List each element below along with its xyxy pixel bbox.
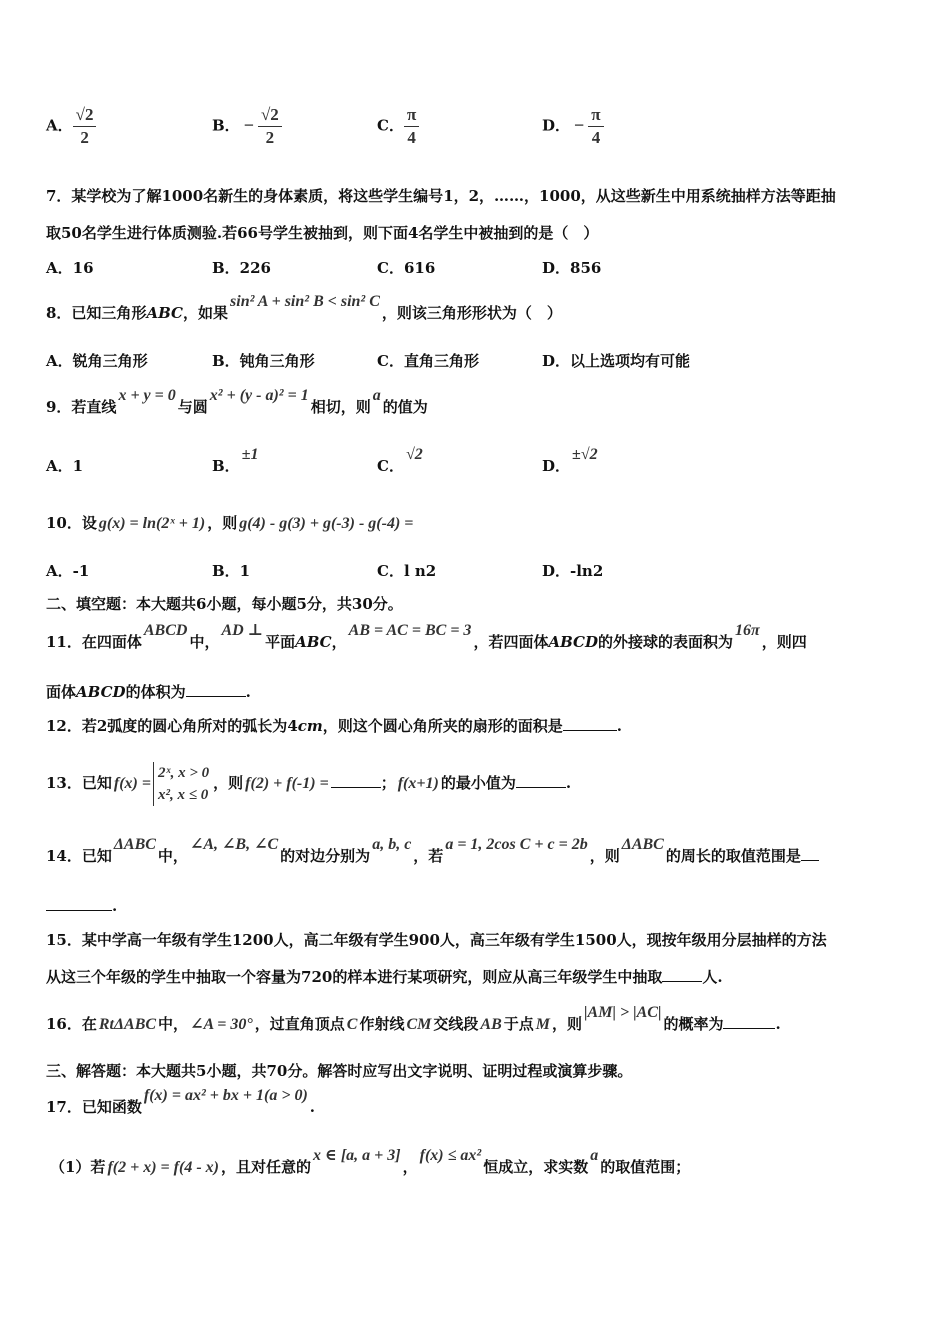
q8-condition-math: sin² A + sin² B < sin² C [230, 293, 380, 310]
q14-stem-line-2: . [46, 895, 117, 917]
q10-option-b: B．1 [212, 562, 251, 580]
q10-expression: g(4) - g(3) + g(-3) - g(-4) = [239, 515, 414, 532]
q13-stem: 13．已知 f(x) = 2ˣ, x > 0 x², x ≤ 0 ，则 f(2) + f(-1) = ； f(x+1) 的最小值为 . [46, 762, 571, 806]
q6-option-c: C． $\frac{\pi}{4}$ [377, 104, 419, 149]
q8-stem: 8．已知三角形ABC，如果sin² A + sin² B < sin² C，则该三角形形状为（ ） [46, 293, 562, 322]
q9-option-b: B．±1 [212, 446, 259, 475]
section-3-title: 三、解答题：本大题共5小题，共70分。解答时应写出文字说明、证明过程或演算步骤。 [46, 1062, 633, 1080]
q9-option-d: D．±√2 [542, 446, 598, 475]
q6-a-fraction: $\frac{√2}{2}$ [73, 104, 97, 149]
q13-answer-blank-2[interactable] [516, 773, 566, 788]
q9-circle-equation: x² + (y - a)² = 1 [209, 387, 309, 404]
q17-function: f(x) = ax² + bx + 1(a > 0) [143, 1087, 308, 1104]
q15-answer-blank[interactable] [662, 967, 702, 982]
q8-option-d: D．以上选项均有可能 [542, 352, 691, 370]
q13-answer-blank-1[interactable] [331, 773, 381, 788]
q8-option-a: A．锐角三角形 [46, 352, 148, 370]
q7-option-d: D．856 [542, 259, 602, 277]
q7-option-c: C．616 [377, 259, 436, 277]
q11-stem-line-1: 11．在四面体ABCD中，AD ⊥平面ABC，AB = AC = BC = 3，若四面体ABCD的外接球的表面积为16π，则四 [46, 622, 807, 651]
q6-option-a: A． $\frac{√2}{2}$ [46, 104, 96, 149]
q8-option-b: B．钝角三角形 [212, 352, 315, 370]
q9-option-a: A．1 [46, 457, 84, 475]
q6-b-fraction: $\frac{√2}{2}$ [258, 104, 282, 149]
q12-answer-blank[interactable] [563, 716, 617, 731]
q9-option-c: C．√2 [377, 446, 423, 475]
q7-option-b: B．226 [212, 259, 271, 277]
q6-c-fraction: $\frac{\pi}{4}$ [404, 104, 419, 149]
section-2-title: 二、填空题：本大题共6小题，每小题5分，共30分。 [46, 595, 403, 613]
q9-line-equation: x + y = 0 [118, 387, 176, 404]
q7-line-1: 7．某学校为了解1000名新生的身体素质，将这些学生编号1，2，……，1000，从这些新生中用系统抽样方法等距抽 [46, 187, 836, 205]
q10-stem: 10．设 g(x) = ln(2ˣ + 1) ，则 g(4) - g(3) + g(-3) - g(-4) = [46, 514, 414, 532]
q6-option-b: B． − $\frac{√2}{2}$ [212, 104, 282, 149]
q17-stem: 17．已知函数f(x) = ax² + bx + 1(a > 0). [46, 1087, 316, 1116]
q15-line-2: 从这三个年级的学生中抽取一个容量为720的样本进行某项研究，则应从高三年级学生中抽取 人. [46, 968, 723, 986]
q14-stem-line-1: 14．已知ΔABC中，∠A, ∠B, ∠C的对边分别为a, b, c，若a = 1, 2cos C + c = 2b，则ΔABC的周长的取值范围是 [46, 845, 819, 868]
q12-stem: 12．若2弧度的圆心角所对的弧长为4cm，则这个圆心角所夹的扇形的面积是 . [46, 717, 623, 735]
q16-stem: 16．在 RtΔABC 中， ∠A = 30° ，过直角顶点 C 作射线 CM 交线段 AB 于点 M ，则|AM| > |AC|的概率为 . [46, 1004, 781, 1033]
q14-answer-blank-cont[interactable] [46, 896, 112, 911]
q10-option-d: D．-ln2 [542, 562, 604, 580]
q16-answer-blank[interactable] [723, 1014, 775, 1029]
q15-line-1: 15．某中学高一年级有学生1200人，高二年级有学生900人，高三年级有学生1500人，现按年级用分层抽样的方法 [46, 931, 827, 949]
q7-option-a: A．16 [46, 259, 94, 277]
q14-answer-blank[interactable] [801, 846, 819, 861]
q10-option-a: A．-1 [46, 562, 90, 580]
q10-option-c: C．l n2 [377, 562, 437, 580]
q8-option-c: C．直角三角形 [377, 352, 479, 370]
q13-piecewise: 2ˣ, x > 0 x², x ≤ 0 [153, 762, 209, 806]
q17-part-1: （1）若 f(2 + x) = f(4 - x) ，且对任意的x ∈ [a, a + 3]，f(x) ≤ ax²恒成立，求实数a的取值范围； [50, 1147, 691, 1176]
q6-d-fraction: $\frac{\pi}{4}$ [588, 104, 603, 149]
q9-stem: 9．若直线x + y = 0与圆x² + (y - a)² = 1相切，则a的值为 [46, 387, 428, 416]
q6-option-d: D． − $\frac{\pi}{4}$ [542, 104, 604, 149]
q11-answer-blank[interactable] [186, 682, 246, 697]
q7-line-2: 取50名学生进行体质测验.若66号学生被抽到，则下面4名学生中被抽到的是（ ） [46, 224, 599, 242]
q10-function: g(x) = ln(2ˣ + 1) [98, 515, 206, 532]
q11-stem-line-2: 面体ABCD的体积为 . [46, 683, 251, 701]
